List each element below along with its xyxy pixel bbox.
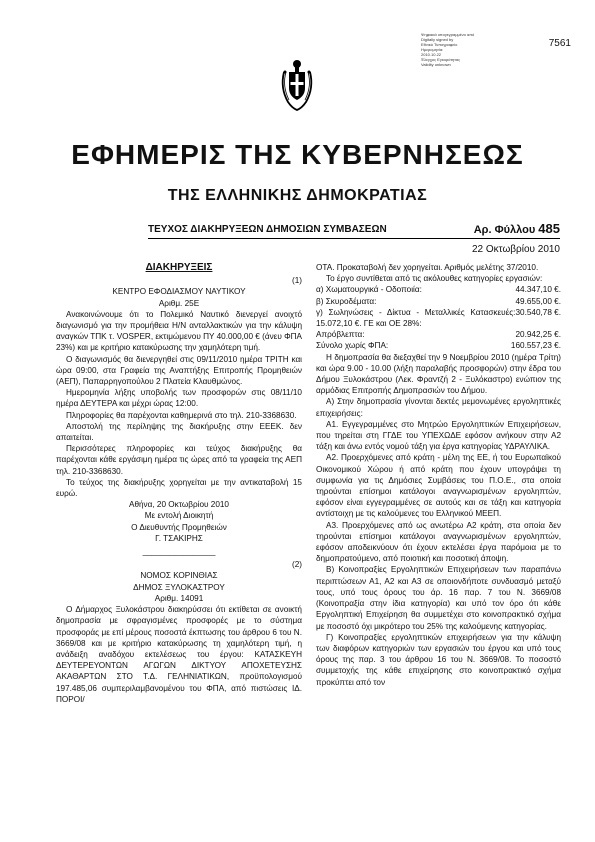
notice-reference: Αριθμ. 25Ε [158, 298, 200, 308]
notice-organization: ΚΕΝΤΡΟ ΕΦΟΔΙΑΣΜΟΥ ΝΑΥΤΙΚΟΥ [112, 287, 246, 297]
notice-paragraph: Α) Στην δημοπρασία γίνονται δεκτές μεμονωμένες εργοληπτικές επιχειρήσεις: [316, 397, 561, 418]
notice-organization: ΝΟΜΟΣ ΚΟΡΙΝΘΙΑΣ [140, 571, 218, 581]
cost-item [316, 329, 561, 340]
signature-role: Ο Διευθυντής Προμηθειών [131, 522, 227, 532]
notice-paragraph: Ημερομηνία λήξης υποβολής των προσφορών στις 08/11/10 ημέρα ΔΕΥΤΕΡΑ και μέχρι ώρας 12:00. [56, 388, 302, 409]
sheet-label: Αρ. Φύλλου [473, 224, 536, 236]
notice-paragraph: ΟΤΑ. Προκαταβολή δεν χορηγείται. Αριθμός μελέτης 37/2010. [316, 263, 539, 272]
issue-date: 22 Οκτωβρίου 2010 [471, 244, 560, 255]
header-divider [148, 238, 560, 239]
notice-paragraph: Το τεύχος της διακήρυξης χορηγείται με την αντικαταβολή 15 ευρώ. [56, 477, 302, 499]
cost-item [316, 307, 561, 329]
notice-paragraph: Γ) Κοινοπραξίες εργοληπτικών επιχειρήσεων για την κάλυψη των διαφόρων κατηγοριών των εργασιών του έργου και υπό τους όρους της παρ. 3 του άρθρου 16 του Ν. 3669/08. Το ποσοστό συμμετοχής της κάθε επιχείρησης στο κοινοπρακτικό σχήμα προκύπτει από τον [316, 632, 561, 687]
stamp-line: Digitally signed by [421, 37, 454, 42]
cost-value: 20.942,25 €. [515, 330, 561, 340]
section-heading: ΔΙΑΚΗΡΥΞΕΙΣ [145, 262, 213, 273]
cost-value: 44.347,10 €. [515, 285, 561, 295]
notice-paragraph: Ο Δήμαρχος Ξυλοκάστρου διακηρύσσει ότι εκτίθεται σε ανοικτή δημοπρασία με σφραγισμένες προσφορές με το σύστημα προσφοράς με επί μέρους ποσοστά έκπτωσης του άρθρου 6 του Ν. 3669/08 και με κριτήριο κατακύρωσης τη χαμηλότερη τιμή, η ανάδειξη αναδόχου εκτελέσεως του έργου: ΚΑΤΑΣΚΕΥΗ ΔΕΥΤΕΡΕΥΟΝΤΩΝ ΑΓΩΓΩΝ ΔΙΚΤΥΟΥ ΑΠΟΧΕΤΕΥΣΗΣ ΑΚΑΘΑΡΤΩΝ ΣΤΟ Τ.Δ. ΓΕΛΗΝΙΑΤΙΚΩΝ, προϋπολογισμού 197.485,06 συμπεριλαμβανομένου του ΦΠΑ, από πιστώσεις ΙΔ. ΠΟΡΟΙ/ [56, 605, 302, 704]
stamp-line: Ψηφιακά υπογεγραμμένο από [421, 32, 475, 37]
cost-item [316, 284, 561, 295]
gazette-subtitle: ΤΗΣ ΕΛΛΗΝΙΚΗΣ ΔΗΜΟΚΡΑΤΙΑΣ [167, 187, 428, 204]
cost-value: 30.540,78 €. [515, 307, 561, 317]
notice-paragraph: Α1. Εγγεγραμμένες στο Μητρώο Εργοληπτικών Επιχειρήσεων, που τηρείται στη ΓΓΔΕ του ΥΠΕΧΩΔΕ εφόσον ανήκουν στην Α2 τάξη και άνω εντός νομού τάξη για έργα κατηγορίας ΥΔΡΑΥΛΙΚΑ. [316, 419, 561, 452]
notice-paragraph: Ανακοινώνουμε ότι το Πολεμικό Ναυτικό διενεργεί ανοιχτό διαγωνισμό για την προμήθεια Η/Ν ανταλλακτικών για την κάλυψη αναγκών ΤΠΚ τ. VOSPER, εκτιμώμενου ΠΥ 40.000,00 € (άνευ ΦΠΑ 23%) και με κριτήριο κατακύρωσης την χαμηλότερη τιμή. [56, 309, 302, 353]
stamp-line: 2010.10.22 [421, 52, 442, 57]
cost-label: β) Σκυροδέματα: [316, 296, 377, 306]
cost-label: Σύνολο χωρίς ΦΠΑ: [316, 341, 389, 351]
signature-place-date: Αθήνα, 20 Οκτωβρίου 2010 [128, 500, 229, 510]
stamp-line: Εθνικό Τυπογραφείο [421, 42, 458, 47]
issue-name: ΤΕΥΧΟΣ ΔΙΑΚΗΡΥΞΕΩΝ ΔΗΜΟΣΙΩΝ ΣΥΜΒΑΣΕΩΝ [148, 224, 387, 235]
page-number: 7561 [548, 38, 571, 49]
stamp-line: Έλεγχος Εγκυρότητας [421, 57, 461, 62]
notice-paragraph: Ο διαγωνισμός θα διενεργηθεί στις 09/11/2010 ημέρα ΤΡΙΤΗ και ώρα 09:00, στα Γραφεία της Αναπτήξης Επιτροπής Προμηθειών (ΑΕΠ), Παπαρρηγοπούλου 2 Πλατεία Κλαυθμώνος. [56, 354, 302, 387]
stamp-line: Ημερομηνία: [421, 47, 444, 52]
notice-number: (2) [291, 560, 302, 570]
signature-order: Με εντολή Διοικητή [144, 511, 214, 521]
notice-paragraph: Α3. Προερχόμενες από ως ανωτέρω Α2 κράτη, στα οποία δεν τηρούνται επίσημοι κατάλογοι αναγνωρισμένων εργοληπτών, εφόσον αποδεικνύουν ότι έχουν εκτελέσει έργα παρόμοια με το δημοπρατούμενο, από ποιοτική και ποσοτική άποψη. [316, 520, 561, 564]
notice-paragraph: Περισσότερες πληροφορίες και τεύχος διακήρυξης θα παρέχονται κάθε εργάσιμη ημέρα τις ώρες από τα γραφεία της ΑΕΠ τηλ. 210-3368630. [56, 444, 302, 476]
notice-paragraph: Α2. Προερχόμενες από κράτη - μέλη της ΕΕ, ή του Ευρωπαϊκού Οικονομικού Χώρου ή από κράτη που έχουν υπογράψει τη συμφωνία για τις Δημόσιες Συμβάσεις του Π.Ο.Ε., στα οποία τηρούνται επίσημοι κατάλογοι αναγνωρισμένων εργοληπτών, εφόσον είναι εγγεγραμμένες σε αυτούς και σε τάξη και κατηγορία αντίστοιχη με τις καλούμενες του Ελληνικού ΜΕΕΠ. [316, 453, 561, 519]
notice-number: (1) [291, 276, 302, 286]
gazette-title: ΕΦΗΜΕΡΙΣ ΤΗΣ ΚΥΒΕΡΝΗΣΕΩΣ [71, 139, 524, 170]
notice-organization: ΔΗΜΟΣ ΞΥΛΟΚΑΣΤΡΟΥ [133, 582, 225, 592]
greek-coat-of-arms-icon [278, 58, 316, 112]
left-column [56, 262, 302, 705]
notice-paragraph: Η δημοπρασία θα διεξαχθεί την 9 Νοεμβρίου 2010 (ημέρα Τρίτη) και ώρα 9.00 - 10.00 (λήξη παραλαβής προσφορών) στην έδρα του Δήμου Ξυλοκάστρου (Λεκ. Φραντζή 2 - Ξυλόκαστρο) ενώπιον της αρμόδιας Επιτροπής Δημοπρασιών του Δήμου. [316, 352, 561, 396]
sheet-number: 485 [538, 221, 560, 236]
notice-paragraph: Αποστολή της περίληψης της διακήρυξης στην ΕΕΕΚ. δεν απαιτείται. [56, 421, 302, 443]
signature-name: Γ. ΤΣΑΚΙΡΗΣ [155, 533, 203, 543]
cost-item [316, 296, 561, 307]
stamp-line: Validity unknown [421, 62, 451, 67]
right-column [316, 262, 561, 688]
notice-paragraph: Β) Κοινοπραξίες Εργοληπτικών Επιχειρήσεων των παραπάνω περιπτώσεων Α1, Α2 και Α3 σε οποιονδήποτε συνδυασμό μεταξύ τους, υπό τους όρους του άρ. 16 παρ. 7 του Ν. 3669/08 (Κοινοπραξία στην ίδια κατηγορία) και υπό τον όρο ότι κάθε Εργοληπτική Επιχείρηση θα συμμετέχει στο κοινοπρακτικό σχήμα με ποσοστό όχι μικρότερο του 25% της καλούμενης κατηγορίας. [316, 565, 561, 631]
cost-value: 49.655,00 €. [515, 296, 561, 306]
cost-item [316, 340, 561, 351]
digital-signature-stamp [421, 32, 481, 67]
cost-label: γ) Σωληνώσεις - Δίκτυα - Μεταλλικές Κατασκευές: 15.072,10 €. ΓΕ και ΟΕ 28%: [316, 307, 516, 329]
issue-row [148, 221, 560, 237]
cost-label: α) Χωματουργικά - Οδοποιία: [316, 285, 422, 295]
sheet-number-label [474, 221, 560, 236]
notice-reference: Αριθμ. 14091 [154, 593, 204, 603]
notice-paragraph: Το έργο συντίθεται από τις ακόλουθες κατηγορίες εργασιών: [326, 274, 543, 284]
separator: ________________ [142, 547, 216, 557]
cost-label: Απρόβλεπτα: [316, 330, 365, 340]
cost-value: 160.557,23 €. [510, 341, 561, 351]
notice-paragraph: Πληροφορίες θα παρέχονται καθημερινά στο τηλ. 210-3368630. [66, 410, 297, 420]
